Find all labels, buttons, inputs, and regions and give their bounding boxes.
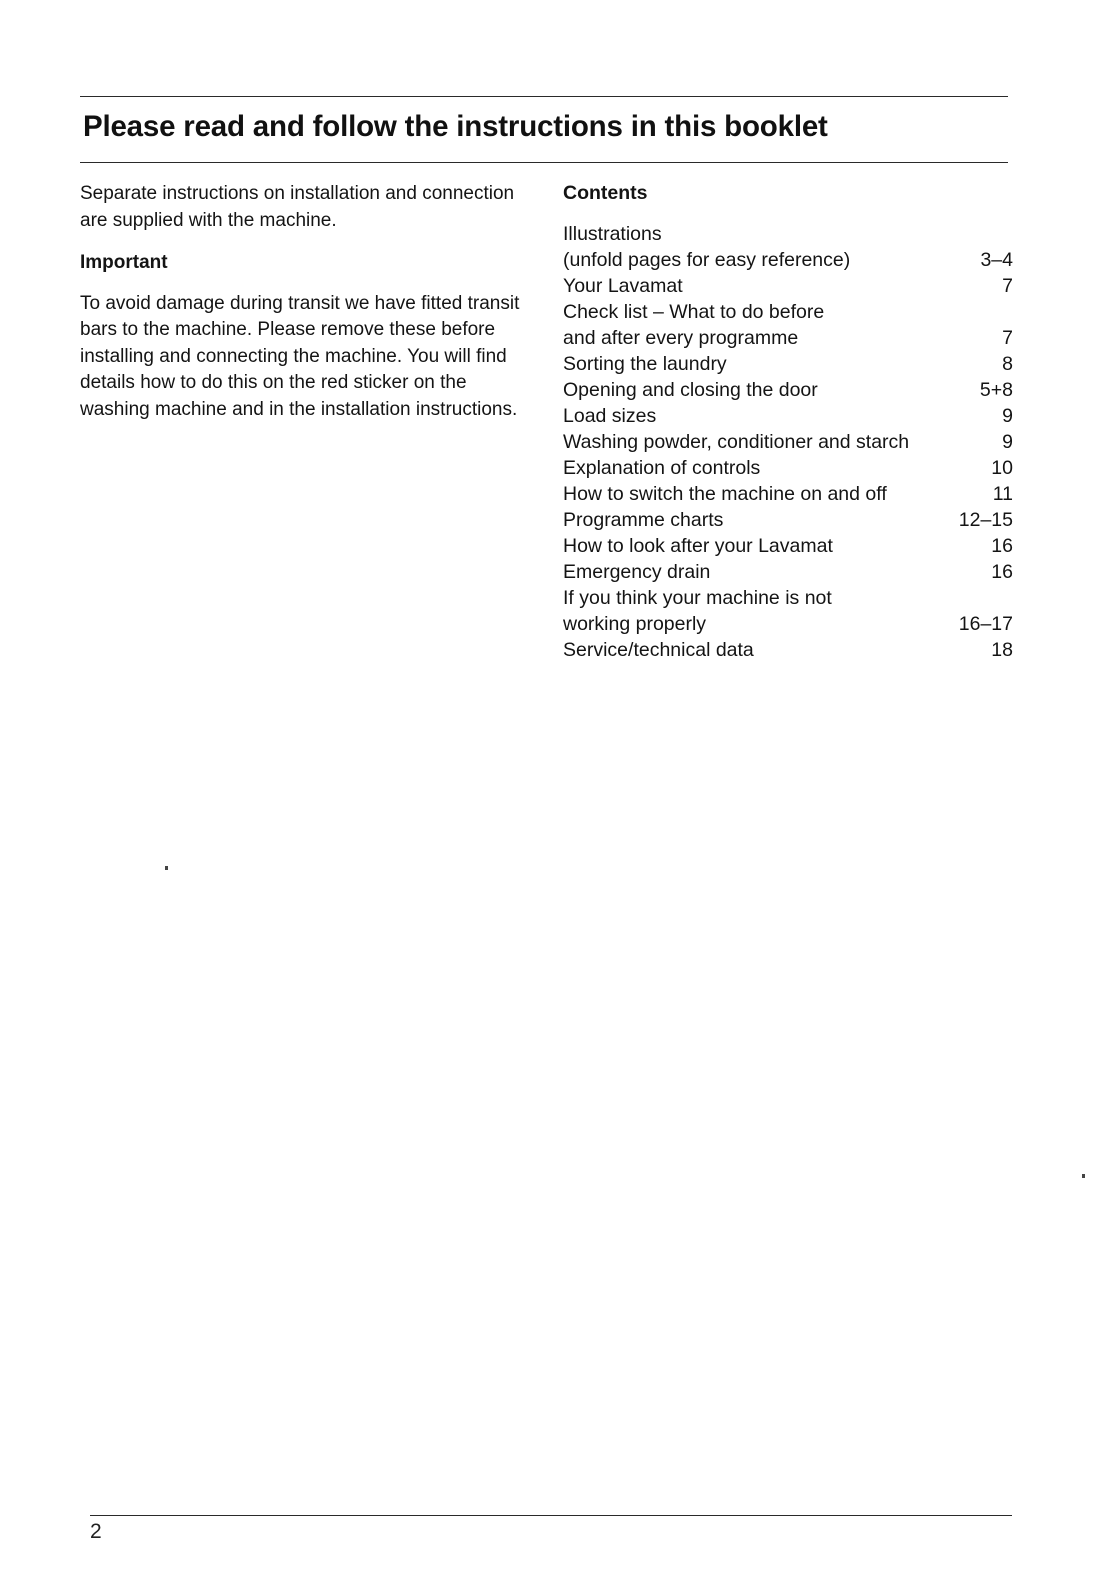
footer-rule	[90, 1515, 1012, 1516]
left-column	[80, 181, 535, 423]
toc-label: Programme charts	[563, 509, 724, 531]
scan-speck	[1082, 1174, 1085, 1178]
toc-entry	[563, 247, 1013, 273]
toc-entry	[563, 533, 1013, 559]
toc-page: 9	[1002, 405, 1013, 427]
toc-label: If you think your machine is not	[563, 587, 832, 609]
scan-speck	[165, 866, 168, 870]
page-title: Please read and follow the instructions in this booklet	[83, 110, 828, 143]
toc-label: Load sizes	[563, 405, 657, 427]
toc-page: 10	[991, 457, 1013, 479]
toc-label: working properly	[563, 613, 707, 635]
toc-label: and after every programme	[563, 327, 799, 349]
toc-entry	[563, 637, 1013, 663]
toc-label: Opening and closing the door	[563, 379, 818, 401]
toc-entry	[563, 299, 1013, 325]
toc-entry	[563, 585, 1013, 611]
toc-entry	[563, 507, 1013, 533]
toc-entry	[563, 377, 1013, 403]
toc-entry	[563, 403, 1013, 429]
toc-label: How to switch the machine on and off	[563, 483, 887, 505]
contents-section	[563, 179, 1013, 663]
toc-page: 3–4	[980, 249, 1013, 271]
toc-page: 16	[991, 561, 1013, 583]
important-paragraph: To avoid damage during transit we have fitted transit bars to the machine. Please remove these before installing and connecting the machine. You will find details how to do this on the red sticker on the washing machine and in the installation instructions.	[80, 292, 520, 420]
toc-entry	[563, 611, 1013, 637]
toc-label: (unfold pages for easy reference)	[563, 249, 851, 271]
important-heading: Important	[80, 252, 168, 273]
intro-paragraph: Separate instructions on installation and connection are supplied with the machine.	[80, 183, 515, 231]
toc-page: 11	[992, 483, 1013, 505]
toc-entry	[563, 455, 1013, 481]
toc-entry	[563, 559, 1013, 585]
toc-page: 9	[1002, 431, 1013, 453]
toc-label: Explanation of controls	[563, 457, 761, 479]
toc-label: Your Lavamat	[563, 275, 683, 297]
toc-entry	[563, 273, 1013, 299]
title-rule	[80, 162, 1008, 163]
toc-page: 12–15	[958, 509, 1013, 531]
top-rule	[80, 96, 1008, 97]
contents-heading: Contents	[563, 182, 648, 204]
page-number: 2	[90, 1520, 102, 1543]
contents-list	[563, 221, 1013, 663]
toc-label: How to look after your Lavamat	[563, 535, 833, 557]
toc-page: 8	[1002, 353, 1013, 375]
toc-label: Illustrations	[563, 223, 662, 245]
toc-entry	[563, 429, 1013, 455]
toc-entry	[563, 351, 1013, 377]
toc-label: Service/technical data	[563, 639, 754, 661]
toc-label: Sorting the laundry	[563, 353, 727, 375]
toc-entry	[563, 221, 1013, 247]
toc-page: 18	[991, 639, 1013, 661]
toc-label: Emergency drain	[563, 561, 711, 583]
toc-page: 5+8	[979, 379, 1013, 401]
toc-page: 16	[991, 535, 1013, 557]
toc-entry	[563, 325, 1013, 351]
toc-label: Washing powder, conditioner and starch	[563, 431, 910, 453]
toc-entry	[563, 481, 1013, 507]
toc-page: 16–17	[958, 613, 1013, 635]
toc-page: 7	[1002, 275, 1013, 297]
toc-page: 7	[1002, 327, 1013, 349]
toc-label: Check list – What to do before	[563, 301, 825, 323]
